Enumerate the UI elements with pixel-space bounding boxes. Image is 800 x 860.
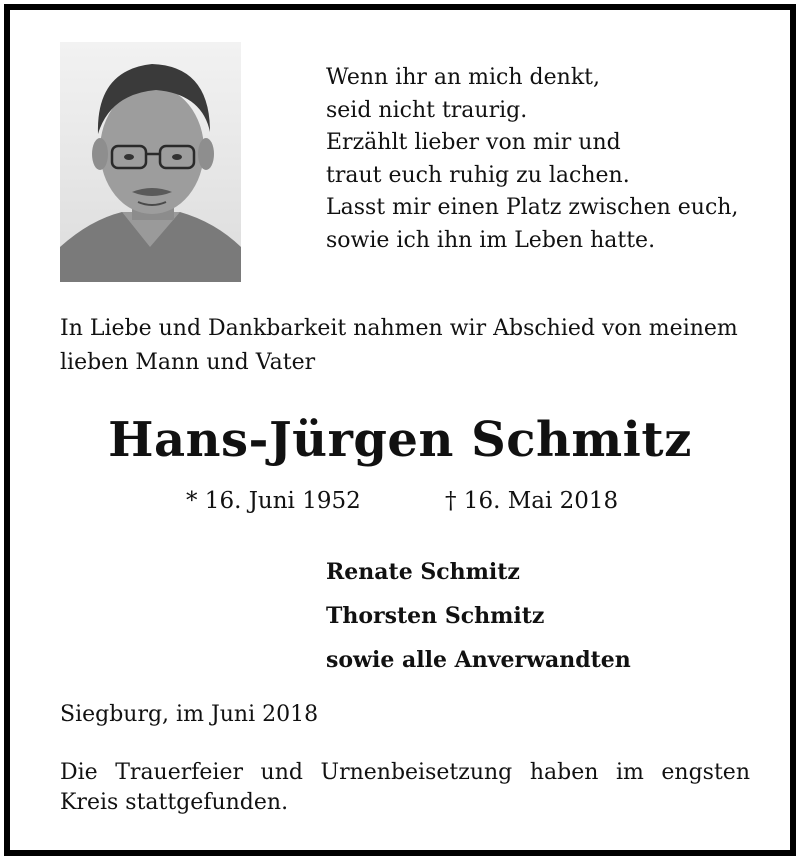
poem-line: sowie ich ihn im Leben hatte. — [326, 227, 656, 253]
birth-date: * 16. Juni 1952 — [186, 488, 361, 514]
obituary-frame — [4, 4, 796, 856]
poem-line: Lasst mir einen Platz zwischen euch, — [326, 195, 739, 220]
poem-line: Wenn ihr an mich denkt, — [326, 65, 600, 90]
funeral-notice: Die Trauerfeier und Urnenbeisetzung haben im engsten Kreis stattgefunden. — [60, 760, 750, 815]
death-date: † 16. Mai 2018 — [445, 488, 619, 514]
memorial-poem — [326, 62, 766, 257]
poem-line: seid nicht traurig. — [326, 97, 528, 123]
deceased-name: Hans-Jürgen Schmitz — [108, 412, 692, 468]
mourner-name: Thorsten Schmitz — [326, 603, 545, 629]
mourner-name: Renate Schmitz — [326, 559, 520, 585]
poem-line: traut euch ruhig zu lachen. — [326, 162, 630, 188]
portrait-illustration — [60, 42, 241, 282]
mourners-list — [326, 550, 631, 682]
mourner-name: sowie alle Anverwandten — [326, 647, 631, 673]
portrait-photo — [60, 42, 241, 282]
intro-text: In Liebe und Dankbarkeit nahmen wir Abschied von meinem lieben Mann und Vater — [60, 316, 738, 375]
place-date: Siegburg, im Juni 2018 — [60, 702, 319, 727]
poem-line: Erzählt lieber von mir und — [326, 130, 621, 155]
